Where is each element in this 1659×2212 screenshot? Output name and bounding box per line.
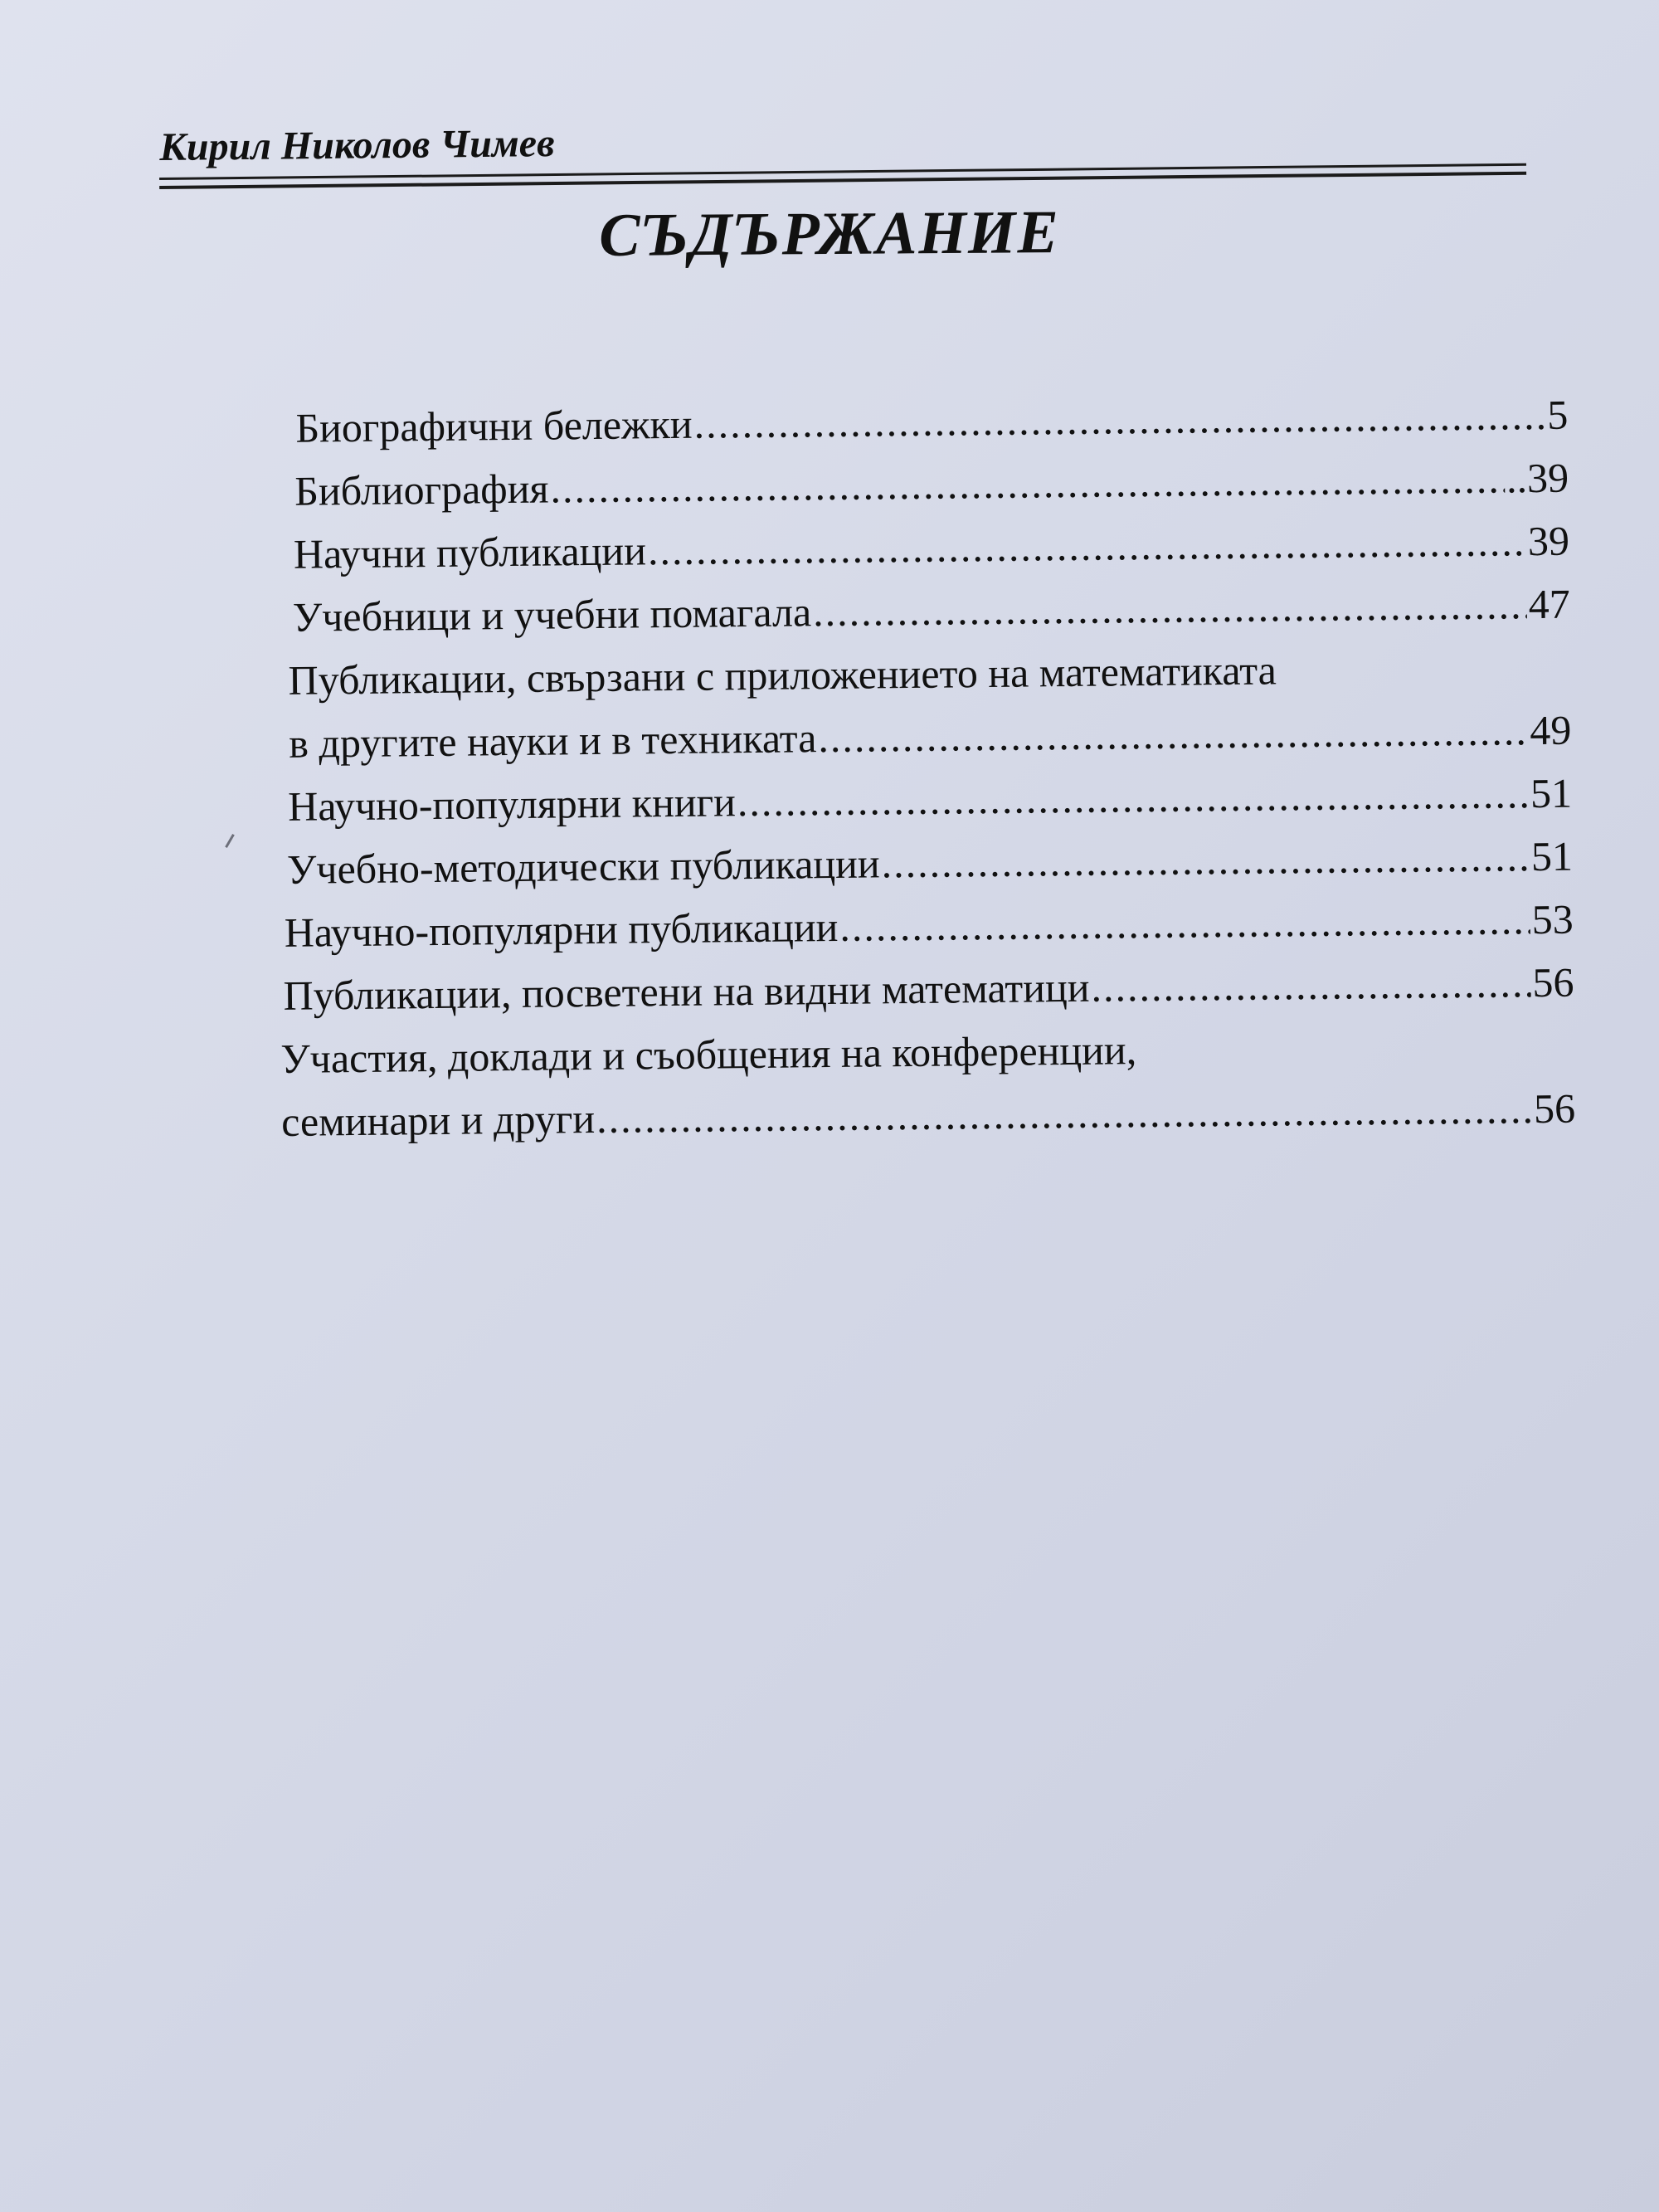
toc-leader-dots [1091, 951, 1531, 1019]
toc-leader-dots [881, 825, 1530, 894]
toc-entry [276, 636, 1572, 775]
toc-leader-dots [596, 1077, 1533, 1150]
toc-leader-dots [839, 888, 1530, 958]
running-header [159, 123, 1526, 173]
toc-page-number: 53 [1531, 895, 1574, 943]
table-of-contents [274, 383, 1575, 1153]
page-title: СЪДЪРЖАНИЕ [598, 198, 1061, 270]
toc-page-number: 49 [1530, 706, 1572, 754]
toc-line [281, 1077, 1576, 1153]
toc-page-number: 5 [1547, 391, 1569, 438]
toc-leader-dots [550, 446, 1505, 519]
toc-page-number: 51 [1530, 769, 1573, 817]
toc-page-number: ..39 [1506, 454, 1569, 502]
toc-entry-first-line: Публикации, свързани с приложението на математиката [288, 646, 1277, 704]
toc-leader-dots [737, 762, 1529, 833]
toc-entry-label: Публикации, посветени на видни математици [283, 963, 1090, 1019]
toc-page-number: 51 [1530, 832, 1574, 880]
pencil-mark [225, 834, 235, 848]
author-name: Кирил Николов Чимев [159, 121, 555, 169]
toc-entry-label: Научно-популярни книги [287, 778, 737, 830]
toc-entry-label: Научно-популярни публикации [284, 903, 839, 956]
toc-leader-dots [648, 509, 1527, 582]
toc-entry-label: семинари и други [280, 1094, 596, 1145]
toc-entry-first-line: Участия, доклади и съобщения на конференции, [280, 1026, 1137, 1082]
toc-entry-label: Биографични бележки [295, 400, 693, 451]
toc-leader-dots [813, 572, 1527, 643]
toc-entry-label: Учебници и учебни помагала [292, 588, 812, 641]
toc-leader-dots [693, 383, 1546, 456]
toc-line [292, 572, 1570, 649]
toc-page-number: 47 [1528, 580, 1570, 628]
toc-page-number: 39 [1527, 517, 1570, 565]
toc-entry-label: Научни публикации [293, 527, 647, 577]
toc-entry [280, 1014, 1576, 1153]
header-rule-thick [159, 172, 1526, 189]
toc-leader-dots [818, 699, 1529, 769]
toc-entry-label: Учебно-методически публикации [286, 840, 880, 893]
toc-page-number: 56 [1532, 958, 1574, 1006]
toc-line [283, 951, 1574, 1027]
toc-entry-label: в другите науки и в техниката [289, 714, 817, 767]
toc-entry-label: Библиография [294, 465, 549, 514]
toc-page-number: 56 [1533, 1084, 1576, 1133]
